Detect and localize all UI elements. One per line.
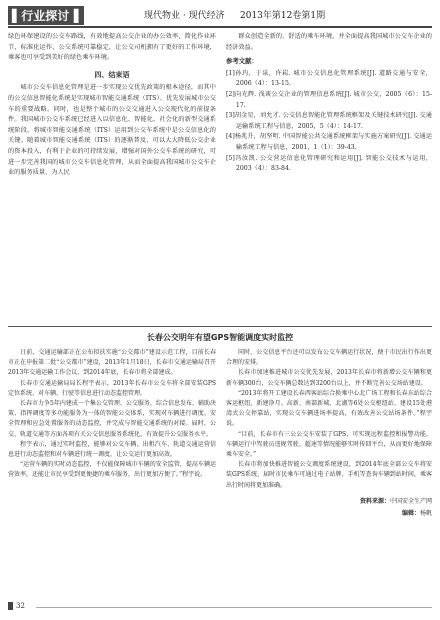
- section-label: ▌行业探讨▐: [8, 6, 84, 25]
- issue-number: 2013年第12卷第1期: [240, 11, 326, 21]
- paragraph: 同时，公交信息平台还可以发布公交车辆运行状况，便于市民出行作出更合理的安排。: [226, 349, 432, 367]
- news-title: 长春公交明年有望GPS智能调度实时监控: [146, 333, 294, 342]
- top-right-column: [226, 32, 432, 175]
- source-line: [226, 497, 432, 507]
- paragraph: “运营车辆的实时动态监控，不仅能保障城市车辆的安全监管，提高车辆运营效率，还能让市民享受到更便捷的乘车服务，出行更加方便了。”程宇说。: [8, 461, 216, 479]
- page-footer: [8, 598, 432, 614]
- reference-item: [5]冯汝凯. 公交营运信息化管理研究和运用[J]. 智能公交技术与运用，2003（4）：83-84.: [226, 154, 432, 173]
- page-header: [8, 4, 432, 28]
- section-divider: [8, 326, 432, 327]
- top-left-column: [8, 32, 216, 179]
- paragraph: 城市公交车信息化管理是进一步实现公交优先政策的根本途径，而其中的公交信息智能化系统是实现城市智能交通系统（ITS）、优先发展城市公交车的重要战略。同时，也是整个城市的公交交通进入公交现代化的前提条件。我国城市公交车系统已经进入以信息化、智能化、社会化的新型交通系统阶段，将城市智能交通系统（ITS）运用到公交车系统中是公交信息化的关键。随着城市智能交通系统（ITS）的逐渐普及，可以大大降低公交企业的资本投入，有利于企业的可持续发展，增强对国外公交车系统的研究，可进一步完善我国的城市公交车信息化管理，从而全面提高我国城市公交车企业的服务质量，为人民: [8, 84, 216, 177]
- reference-item: [3]胡金星，刘允才. 公交信息智能化管理系统框架及关键技术研究[J]. 交通运输系统工程与信息，2005，5（4）：14-17.: [226, 112, 432, 130]
- paragraph: 群众创造全新的、舒适的乘车环境，并全面提高我国城市公交车企业的经济效益。: [226, 33, 432, 51]
- page-number: 32: [8, 602, 25, 610]
- paragraph: “2013年将开工建设长春西客站综合换乘中心北广场工程和长春东站综合客运枢纽，新建净月、高新、南部新城、北湖等6处公交枢纽站，建设15处港湾式公交停靠站，实现公交车辆进场率提高，有效改善公交站场条件。”程宇说。: [226, 389, 432, 428]
- paragraph: 长春市加速推进城市公交优先发展，2013年长春市将新增公交车辆和更新车辆300台，公交车辆总数达到3200台以上，并不断完善公交场站建设。: [226, 369, 432, 387]
- footer-rule: [36, 607, 432, 608]
- paragraph: 绿色环保建设的公交车路线，有效地提高公交企业的办公效率，简化作业环节，标准化运作，公交系统可靠稳定，让公交司机拥有了更好的工作环境，乘客也可享受到美好的绿色乘车环境。: [8, 33, 216, 62]
- editor-line: [226, 509, 432, 519]
- paragraph: 长春市将加快推进智能公交调度系统建设，到2014年底全部公交车将安装GPS系统，届时市民乘车可通过电子站牌、手机等查询车辆到站时间，乘客出行时间将更加准确。: [226, 461, 432, 489]
- reference-item: [4]杨兆升，胡坚明. 中国智能公共交通系统框架与实施方案研究[J]. 交通运输系统工程与信息，2001，1（1）：39-43.: [226, 133, 432, 151]
- source-label: 资料来源：: [359, 497, 390, 505]
- paragraph: 长春市交通运输局局长程宇表示，2013年长春市公交车将全部安装GPS定位系统、对车辆、行驶等信息进行动态监控管理。: [8, 379, 216, 397]
- source-value: 中国安全生产网: [389, 497, 432, 505]
- paragraph: “目前，长春市有三公公交车安装了GPS，可实现远程监控和报警功能。车辆运行中驾驶员违规驾驶、超速等情况能够实时传回平台，从而更好地保障乘车安全。”: [226, 430, 432, 459]
- news-left-column: [8, 348, 216, 481]
- editor-label: 编辑：: [401, 510, 420, 518]
- reference-item: [1]孙玓，于泉，许崧. 城市公交信息化管理系统[J]. 道路交通与安全，2006（4）：13-15.: [226, 69, 432, 88]
- paragraph: 长春市力争5年内建成一个集公交管理、公交服务、综合信息发布、辅助决策、指挥调度等多功能服务为一体的智能公交体系，实现对车辆进行调度、安全管理和应急处置服务的动态监控，并完成与智能交通系统的对接。届时，公交、轨道交通等方面各项有关公交信息服务系统化，有效提升公交服务水平。: [8, 400, 216, 438]
- paragraph: 日前，交通运输部正在公布拟扶实施“公交都市”建设示范工程，目前长春市正在申报第二批“公交都市”建设，2013年1月18日，长春市交通运输局召开2013年交通运输工作会议，到2014年底，长春市将全部建成。: [8, 349, 216, 377]
- reference-item: [2]向光辉. 浅谈公交企业的管理信息系统[J]. 城市公交，2005（6）：15-17.: [226, 90, 432, 109]
- section-heading: 四、结束语: [94, 70, 130, 79]
- news-right-column: [226, 348, 432, 519]
- journal-name: 现代物业 · 现代经济: [144, 11, 225, 21]
- editor-value: 杨帆: [419, 510, 432, 518]
- references-heading: 参考文献：: [226, 57, 258, 66]
- paragraph: 程宇表示，通过实时监控，能够对公交车辆、出租汽车、轨道交通运营信息进行动态监控和对车辆进行统一调度，让公交运行更加高效。: [8, 440, 216, 459]
